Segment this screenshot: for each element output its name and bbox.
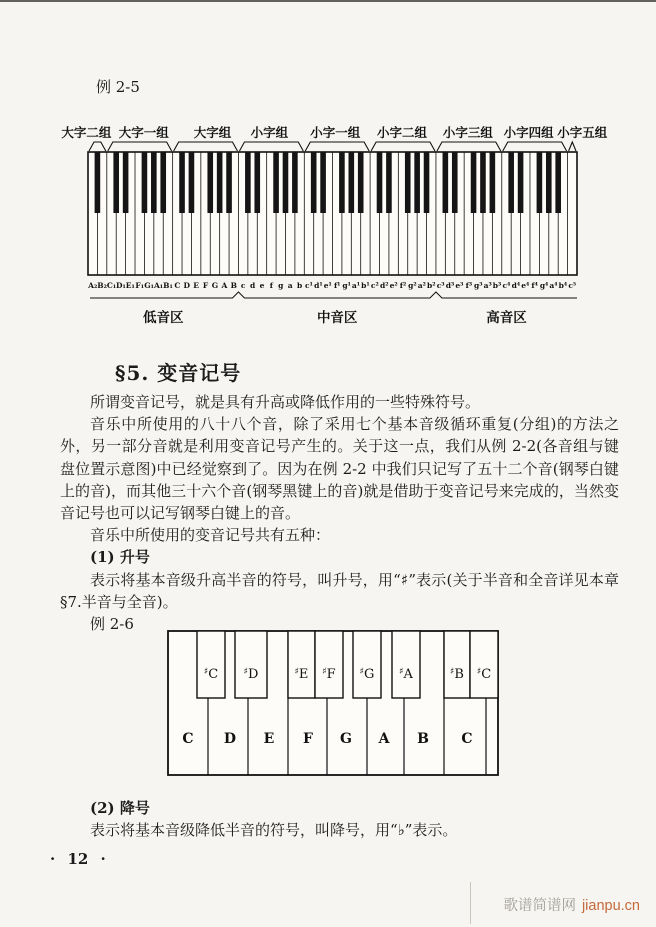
note-name-label: b (296, 281, 303, 290)
sharp-key-label: ♯$_A$ (399, 667, 413, 682)
octave-group-label: 小字三组 (442, 125, 493, 140)
black-key (424, 152, 430, 213)
octave-group-label: 小字四组 (503, 125, 554, 140)
octave-group-label: 小字二组 (377, 125, 428, 140)
note-name-label: d² (379, 281, 389, 290)
note-name-label: d¹ (314, 281, 323, 290)
sharp-key (288, 631, 315, 698)
black-key (142, 152, 148, 213)
black-key (405, 152, 411, 213)
note-name-label: c (240, 281, 246, 290)
black-key (292, 152, 298, 213)
sharp-key (353, 631, 381, 698)
note-name-label: B₁ (163, 281, 173, 290)
note-name-label: C₁ (106, 281, 117, 290)
black-key (217, 152, 223, 213)
note-name-label: a (287, 281, 293, 290)
black-key (480, 152, 486, 213)
note-name-label: a² (417, 281, 426, 290)
octave-group-label: 小字一组 (310, 125, 361, 140)
note-name-label: g (278, 281, 284, 290)
register-label: 中音区 (316, 310, 358, 326)
sharp-key-label: ♯$_B$ (450, 667, 464, 682)
note-name-label: d⁴ (511, 281, 521, 290)
black-key (349, 152, 355, 213)
octave-group-label: 大字一组 (118, 125, 169, 140)
note-name-label: a¹ (351, 281, 361, 290)
note-name-label: c¹ (305, 281, 313, 290)
note-name-label: c³ (436, 281, 445, 290)
note-name-label: g⁴ (539, 281, 549, 290)
octave-group-brace (89, 142, 106, 151)
black-key (151, 152, 157, 213)
note-name-label: e (259, 281, 265, 290)
watermark-site-name: 歌谱简谱网 (503, 898, 576, 914)
note-name-label: e¹ (323, 281, 332, 290)
note-name-label: f³ (465, 281, 473, 290)
octave-group-brace (108, 142, 172, 151)
black-key (377, 152, 383, 213)
black-key (546, 152, 552, 213)
note-name-label: d³ (445, 281, 455, 290)
paragraph-explanation: 音乐中所使用的八十八个音，除了采用七个基本音级循环重复(分组)的方法之外，另一部分音就是利用变音记号产生的。关于这一点，我们从例 2-2(各音组与键盘位置示意图)中已经觉察到了。因为在例 2-2 中我们只记写了五十二个音(钢琴白键上的音)，而其他三十六个音(钢琴黑键上的音)就是借助于变音记号来完成的，当然变音记号也可以记写钢琴白键上的音。 (60, 415, 619, 523)
register-brace (90, 292, 577, 298)
register-label: 高音区 (486, 310, 527, 326)
sharp-key (392, 631, 420, 698)
white-key-label: C (461, 731, 473, 747)
note-name-label: B₂ (97, 281, 107, 290)
octave-group-label: 小字组 (250, 125, 289, 140)
note-name-label: D₁ (116, 281, 126, 290)
octave-group-brace (503, 142, 567, 151)
scan-artifact-line (470, 882, 471, 924)
sharp-key (470, 631, 498, 698)
black-key (414, 152, 420, 213)
octave-group-brace (305, 142, 369, 151)
example-2-6-label: 例 2-6 (90, 615, 134, 634)
black-key (452, 152, 458, 213)
register-label: 低音区 (142, 310, 184, 326)
octave-group-brace (239, 142, 303, 151)
paragraph-intro: 所谓变音记号，就是具有升高或降低作用的一些特殊符号。 (90, 393, 481, 411)
note-name-label: b² (426, 281, 436, 290)
black-key (471, 152, 477, 213)
item-1-title: (1) 升号 (90, 548, 150, 567)
note-name-label: A₂ (88, 281, 98, 290)
watermark (503, 894, 640, 915)
black-key (179, 152, 185, 213)
white-key-label: F (303, 731, 313, 747)
keyboard-diagram-sharps (160, 628, 505, 783)
note-name-label: A₁ (153, 281, 164, 290)
sharp-key-label: ♯$_E$ (294, 667, 309, 682)
sharp-key-label: ♯$_F$ (322, 667, 336, 682)
note-name-label: F (202, 281, 209, 290)
octave-group-label: 大字组 (193, 125, 232, 140)
note-name-label: c⁵ (568, 281, 577, 290)
note-name-label: b³ (492, 281, 502, 290)
note-name-label: g¹ (342, 281, 351, 290)
black-key (189, 152, 195, 213)
octave-group-label: 小字五组 (557, 125, 608, 140)
note-name-label: d (249, 281, 256, 290)
note-name-label: e³ (455, 281, 464, 290)
black-key (311, 152, 317, 213)
white-key-label: G (340, 731, 352, 747)
sharp-key-label: ♯$_G$ (359, 667, 375, 682)
black-key (95, 152, 101, 213)
note-name-label: G (211, 281, 219, 290)
sharp-key (444, 631, 470, 698)
black-key (245, 152, 251, 213)
note-name-label: b¹ (361, 281, 370, 290)
sharp-key (197, 631, 225, 698)
scan-artifact-top-edge (0, 0, 656, 2)
note-name-label: F₁ (135, 281, 145, 290)
item-1-body: 表示将基本音级升高半音的符号，叫升号，用“♯”表示(关于半音和全音详见本章§7.半音与全音)。 (60, 570, 619, 611)
black-key (207, 152, 213, 213)
black-key (320, 152, 326, 213)
black-key (490, 152, 496, 213)
black-key (386, 152, 392, 213)
black-key (518, 152, 524, 213)
note-name-label: f¹ (333, 281, 341, 290)
note-name-label: f⁴ (531, 281, 538, 290)
paragraph-five-kinds: 音乐中所使用的变音记号共有五种： (90, 526, 331, 545)
page-number: · 12 · (50, 850, 106, 868)
white-key-label: B (417, 731, 429, 747)
white-key-label: E (263, 731, 275, 747)
note-name-label: f² (399, 281, 407, 290)
section-body (60, 350, 619, 635)
black-key (113, 152, 119, 213)
sharp-key-label: ♯$_C$ (476, 667, 492, 682)
watermark-site-url[interactable]: jianpu.cn (581, 898, 640, 914)
black-key (273, 152, 279, 213)
note-name-label: a⁴ (549, 281, 558, 290)
example-2-5-label: 例 2-5 (96, 78, 140, 96)
black-key (443, 152, 449, 213)
note-name-label: b⁴ (558, 281, 568, 290)
octave-group-label: 大字二组 (61, 125, 112, 140)
note-name-label: D (183, 281, 190, 290)
white-key-label: A (378, 731, 390, 747)
octave-group-brace (437, 142, 501, 151)
note-name-label: g² (408, 281, 417, 290)
note-name-label: c² (370, 281, 379, 290)
black-key (508, 152, 514, 213)
note-name-label: e⁴ (521, 281, 530, 290)
octave-group-brace (569, 142, 576, 151)
black-key (254, 152, 260, 213)
sharp-key (235, 631, 267, 698)
black-key (339, 152, 345, 213)
item-2-title: (2) 降号 (90, 799, 150, 817)
note-name-label: C (174, 281, 181, 290)
note-name-label: E₁ (125, 281, 135, 290)
note-name-label: a³ (483, 281, 492, 290)
item-2-body: 表示将基本音级降低半音的符号，叫降号，用“♭”表示。 (90, 821, 458, 840)
white-key-label: D (223, 731, 237, 747)
item-2-block (60, 797, 619, 841)
black-key (537, 152, 543, 213)
note-name-label: B (230, 281, 237, 290)
black-key (555, 152, 561, 213)
note-name-label: g³ (473, 281, 483, 290)
keyboard-diagram-88-keys (0, 100, 656, 335)
section-heading: §5. 变音记号 (115, 361, 242, 385)
note-name-label: E (193, 281, 200, 290)
white-key-label: C (182, 731, 194, 747)
black-key (358, 152, 364, 213)
black-key (123, 152, 129, 213)
black-key (283, 152, 289, 213)
note-name-label: G₁ (144, 281, 154, 290)
note-name-label: f (269, 281, 273, 290)
note-name-label: e² (389, 281, 398, 290)
black-key (226, 152, 232, 213)
black-key (160, 152, 166, 213)
sharp-key-label: ♯$_D$ (243, 667, 259, 682)
note-name-label: A (221, 281, 228, 290)
octave-group-brace (174, 142, 238, 151)
sharp-key-label: ♯$_C$ (203, 667, 219, 682)
note-name-label: c⁴ (502, 281, 511, 290)
octave-group-brace (371, 142, 435, 151)
sharp-key (315, 631, 343, 698)
